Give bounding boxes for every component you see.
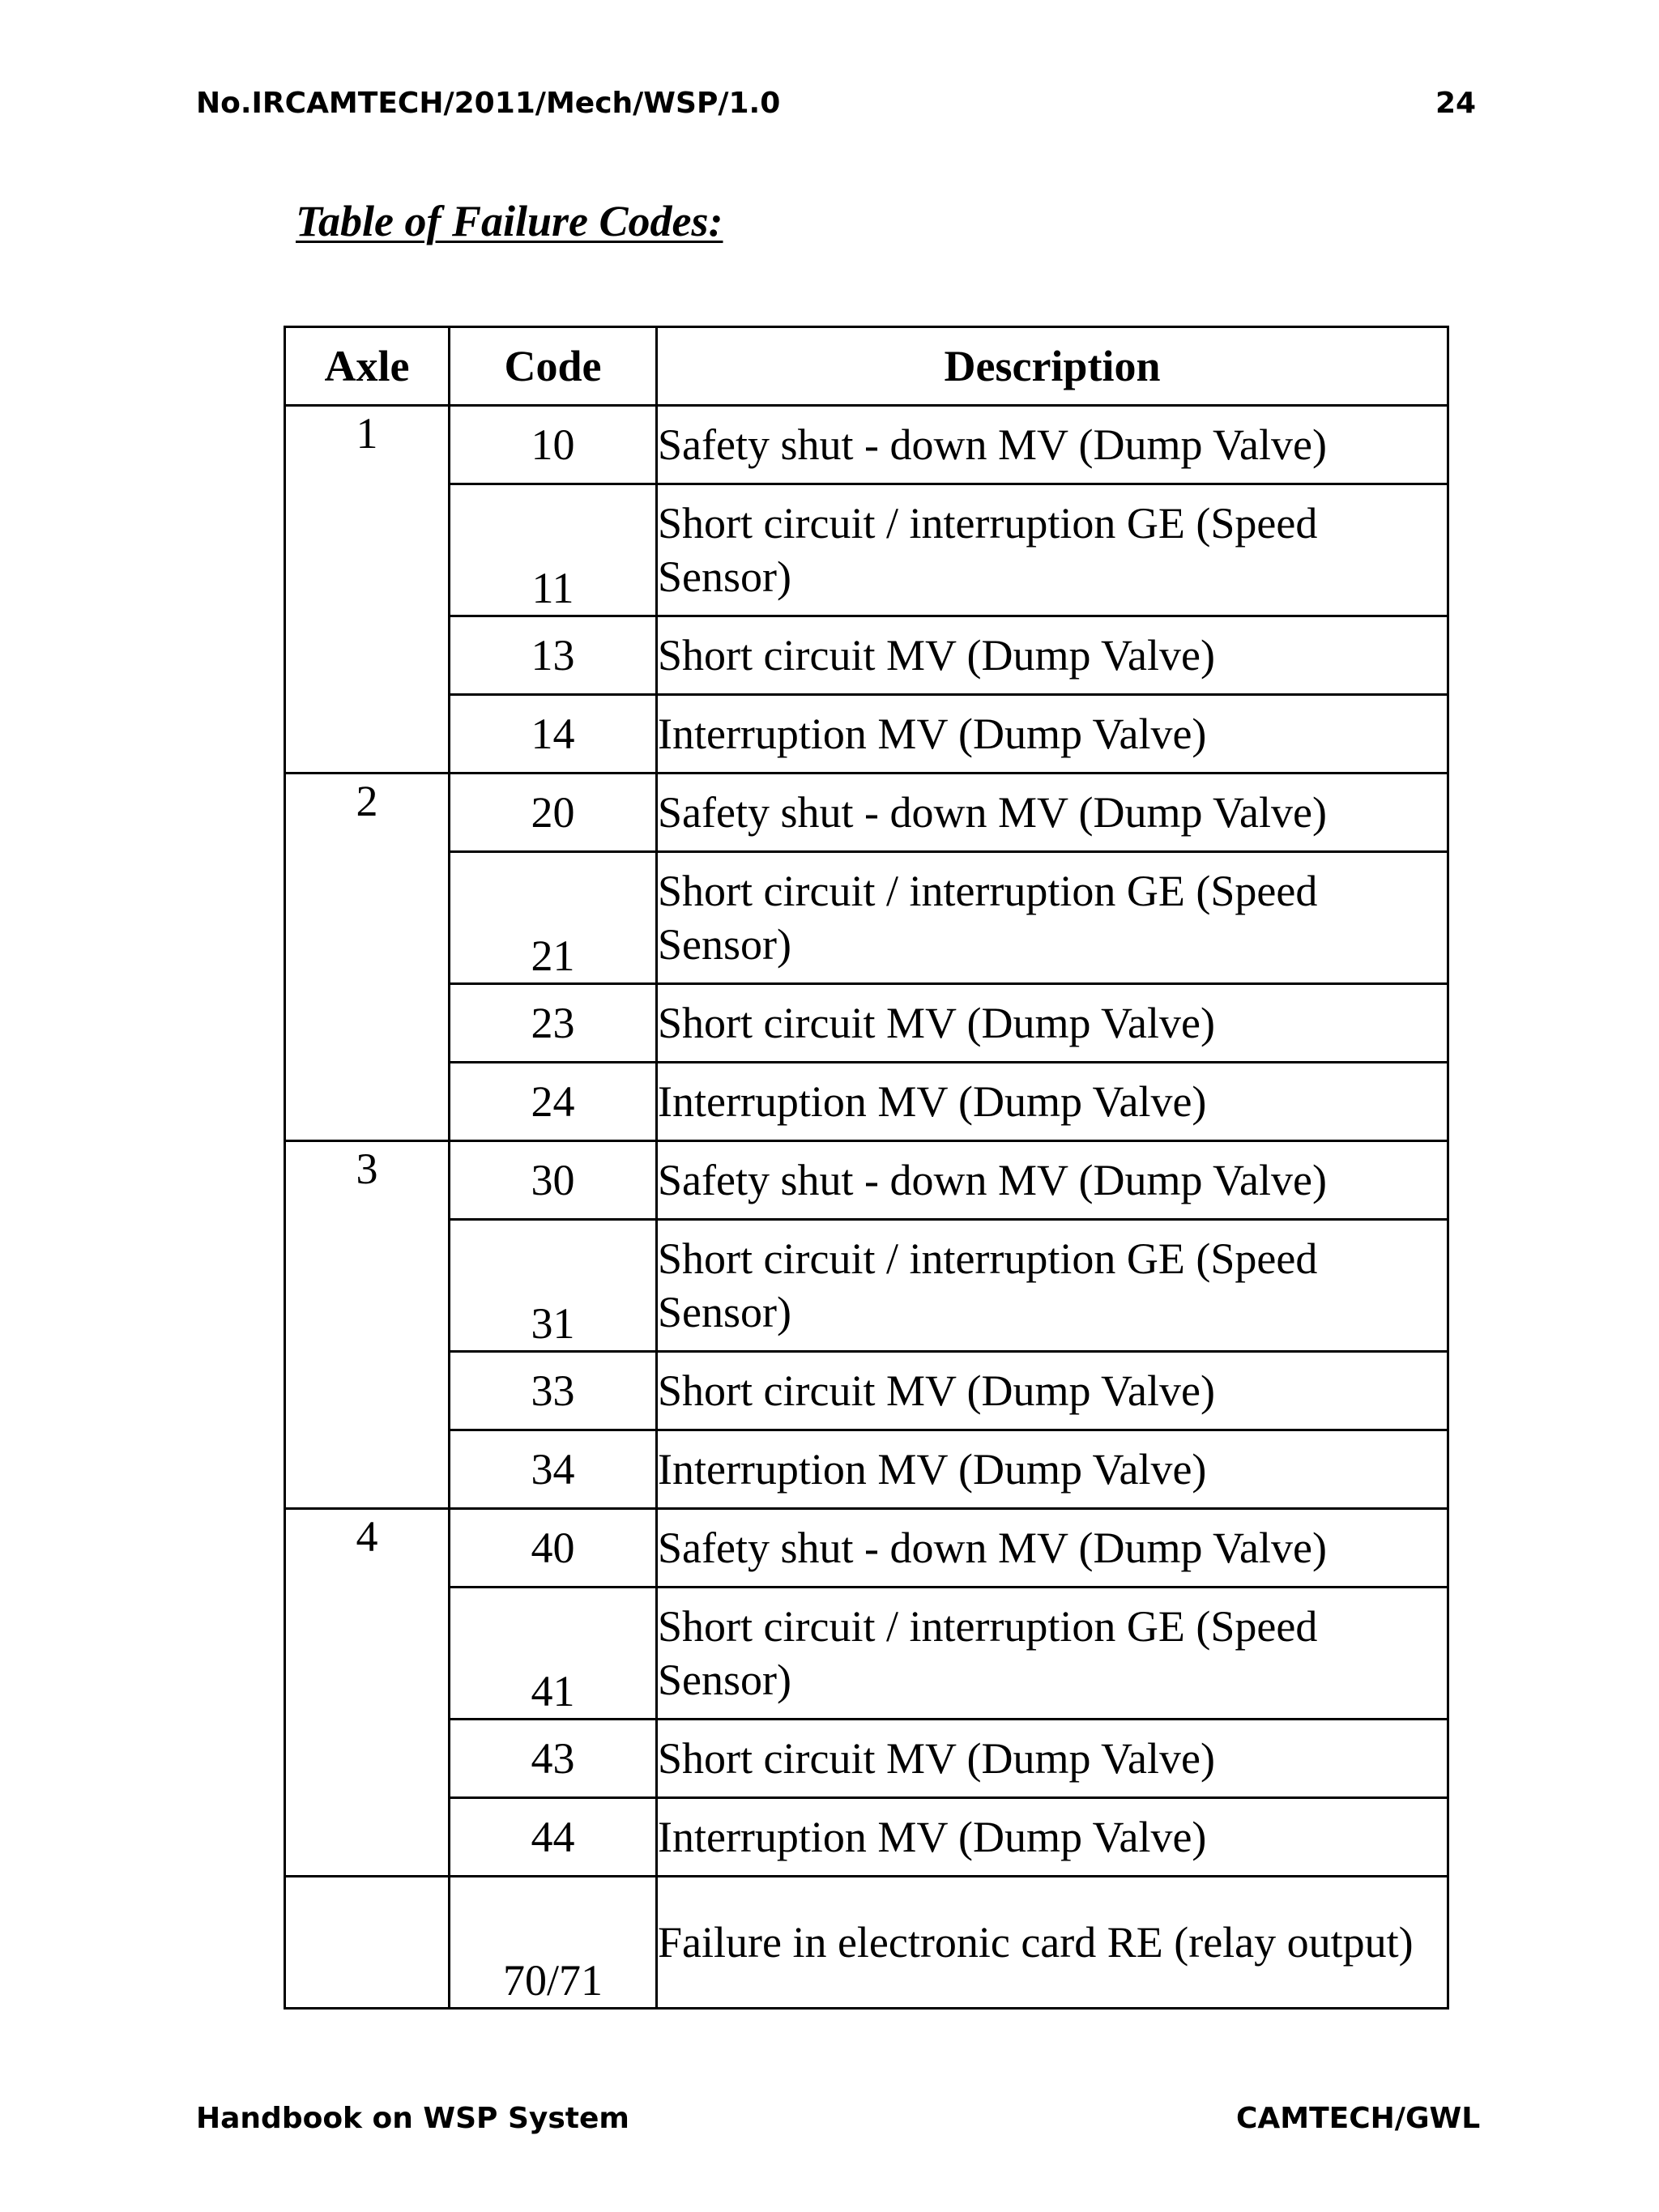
axle-cell [285,1877,450,2009]
table-row [285,1352,1448,1430]
description-cell: Safety shut - down MV (Dump Valve) [657,774,1448,852]
column-header-code: Code [450,327,657,406]
page-number: 24 [1435,87,1477,120]
table-row [285,484,1448,616]
code-cell: 13 [450,616,657,695]
code-cell: 24 [450,1063,657,1141]
table-row [285,1430,1448,1509]
code-cell: 41 [450,1588,657,1720]
code-cell: 21 [450,852,657,984]
table-row [285,1877,1448,2009]
description-cell: Safety shut - down MV (Dump Valve) [657,1141,1448,1220]
table-row [285,616,1448,695]
table-row [285,1063,1448,1141]
failure-codes-table [284,326,1449,2010]
table-title: Table of Failure Codes: [296,197,723,245]
description-cell: Interruption MV (Dump Valve) [657,1798,1448,1877]
code-cell: 11 [450,484,657,616]
code-cell: 31 [450,1220,657,1352]
code-cell: 70/71 [450,1877,657,2009]
table-row [285,1141,1448,1220]
footer-handbook-title: Handbook on WSP System [196,2102,629,2135]
code-cell: 40 [450,1509,657,1588]
description-cell: Short circuit / interruption GE (Speed Sensor) [657,852,1448,984]
table-row [285,1798,1448,1877]
description-cell: Short circuit / interruption GE (Speed Sensor) [657,484,1448,616]
code-cell: 20 [450,774,657,852]
table-row [285,984,1448,1063]
description-cell: Failure in electronic card RE (relay output) [657,1877,1448,2009]
table-row [285,406,1448,484]
description-cell: Interruption MV (Dump Valve) [657,1063,1448,1141]
description-cell: Short circuit MV (Dump Valve) [657,1720,1448,1798]
axle-cell: 3 [285,1141,450,1509]
table-row [285,1588,1448,1720]
table-header-row [285,327,1448,406]
document-number: No.IRCAMTECH/2011/Mech/WSP/1.0 [196,87,781,120]
code-cell: 33 [450,1352,657,1430]
code-cell: 10 [450,406,657,484]
description-cell: Short circuit MV (Dump Valve) [657,616,1448,695]
description-cell: Safety shut - down MV (Dump Valve) [657,406,1448,484]
table-row [285,695,1448,774]
code-cell: 30 [450,1141,657,1220]
table-row [285,1509,1448,1588]
column-header-description: Description [657,327,1448,406]
code-cell: 14 [450,695,657,774]
table-row [285,774,1448,852]
table-row [285,852,1448,984]
description-cell: Interruption MV (Dump Valve) [657,1430,1448,1509]
table-row [285,1220,1448,1352]
description-cell: Short circuit / interruption GE (Speed Sensor) [657,1220,1448,1352]
description-cell: Interruption MV (Dump Valve) [657,695,1448,774]
table-row [285,1720,1448,1798]
code-cell: 34 [450,1430,657,1509]
footer-organization: CAMTECH/GWL [1236,2102,1481,2135]
axle-cell: 1 [285,406,450,774]
axle-cell: 2 [285,774,450,1141]
description-cell: Safety shut - down MV (Dump Valve) [657,1509,1448,1588]
description-cell: Short circuit MV (Dump Valve) [657,984,1448,1063]
code-cell: 43 [450,1720,657,1798]
description-cell: Short circuit / interruption GE (Speed Sensor) [657,1588,1448,1720]
axle-cell: 4 [285,1509,450,1877]
description-cell: Short circuit MV (Dump Valve) [657,1352,1448,1430]
code-cell: 44 [450,1798,657,1877]
code-cell: 23 [450,984,657,1063]
column-header-axle: Axle [285,327,450,406]
